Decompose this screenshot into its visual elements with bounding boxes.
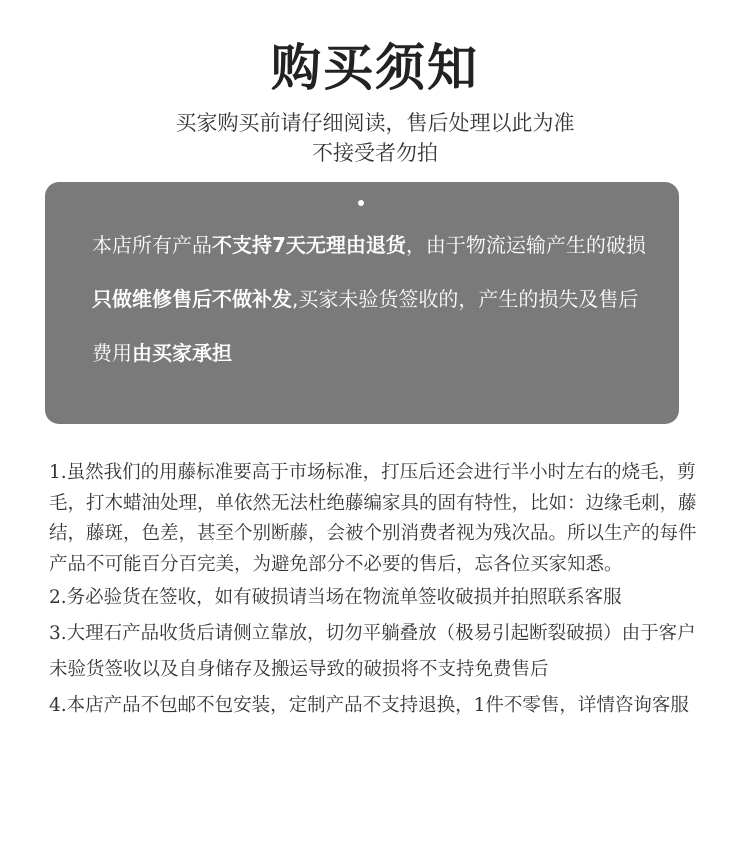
term-item-2: 2.务必验货在签收，如有破损请当场在物流单签收破损并拍照联系客服 bbox=[49, 587, 622, 608]
term-item-1: 1.虽然我们的用藤标准要高于市场标准，打压后还会进行半小时左右的烧毛，剪毛，打木蜡油处理，单依然无法杜绝藤编家具的固有特性，比如：边缘毛刺，藤结，藤斑，色差，甚至个别断藤，会被个别消费者视为残次品。所以生产的每件产品不可能百分百完美，为避免部分不必要的售后，忘各位买家知悉。 bbox=[49, 462, 697, 575]
subtitle-line-1: 买家购买前请仔细阅读，售后处理以此为准 bbox=[175, 111, 575, 135]
notice-buyer-bears-highlight: 由买家承担 bbox=[132, 341, 232, 365]
notice-no-return-highlight: 不支持7天无理由退货 bbox=[212, 233, 406, 257]
bullet-dot-icon bbox=[358, 200, 364, 206]
subtitle bbox=[0, 108, 750, 168]
page-title: 购买须知 bbox=[271, 39, 479, 97]
terms-list bbox=[49, 458, 699, 724]
notice-box bbox=[45, 182, 679, 424]
notice-text-normal: 本店所有产品 bbox=[92, 233, 212, 257]
notice-text-normal: ，由于物流运输产生的破损 bbox=[405, 233, 646, 257]
term-item-3: 3.大理石产品收货后请侧立靠放，切勿平躺叠放（极易引起断裂破损）由于客户未验货签收以及自身储存及搬运导致的破损将不支持免费售后 bbox=[49, 623, 696, 680]
notice-text bbox=[92, 218, 652, 380]
notice-repair-only-highlight: 只做维修售后不做补发 bbox=[92, 287, 292, 311]
subtitle-line-2: 不接受者勿拍 bbox=[312, 141, 438, 165]
notice-text-normal: ,买家未验货签收的，产生的损失及售后费用 bbox=[92, 287, 639, 365]
term-item-4: 4.本店产品不包邮不包安装，定制产品不支持退换，1件不零售，详情咨询客服 bbox=[49, 695, 689, 716]
